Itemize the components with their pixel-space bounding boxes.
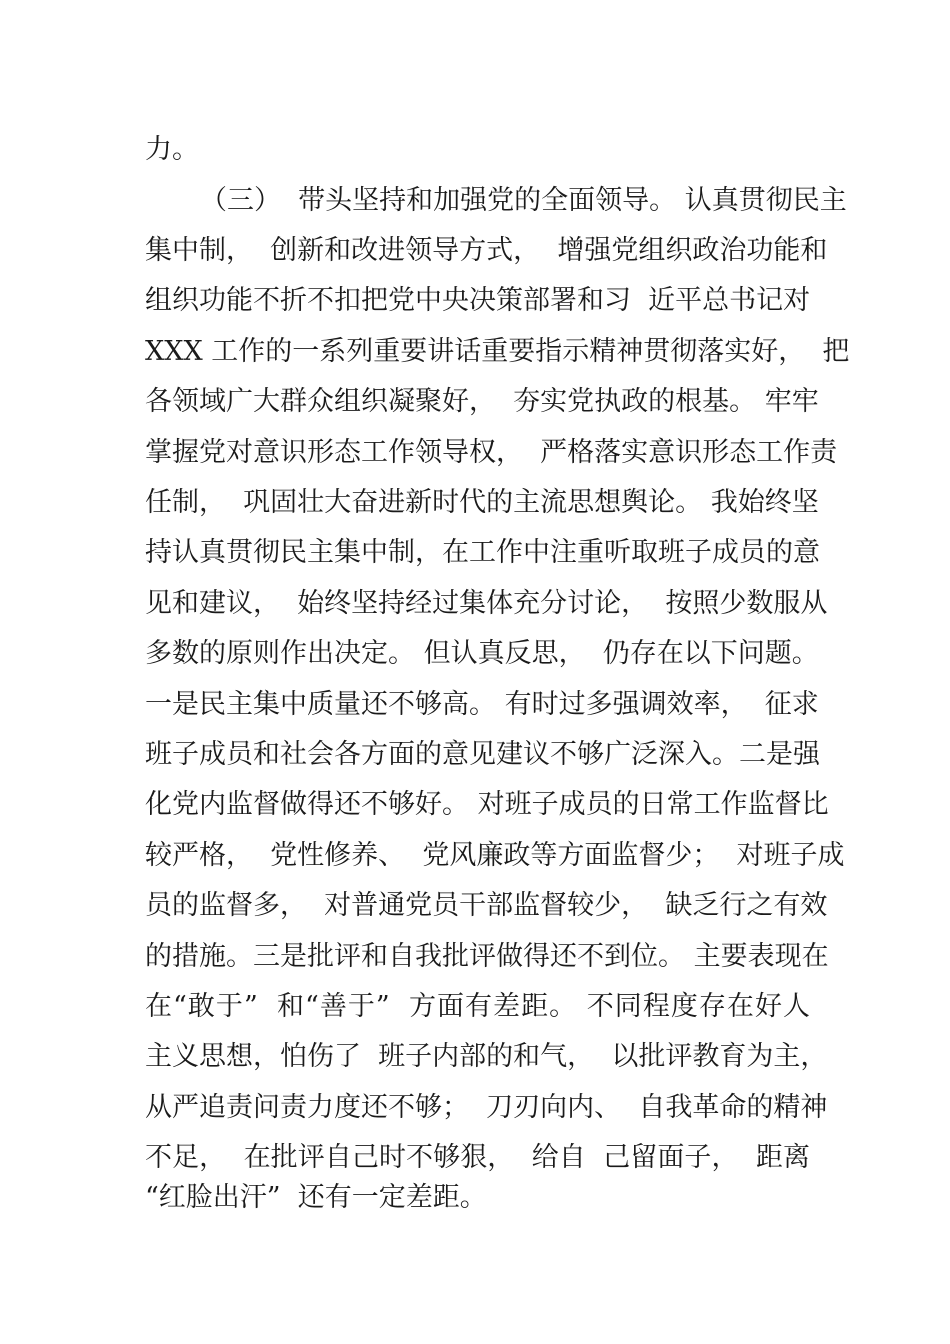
text-line: 多数的原则作出决定。 但认真反思， 仍存在以下问题。: [145, 638, 819, 669]
text-line: 掌握党对意识形态工作领导权， 严格落实意识形态工作责: [145, 437, 838, 468]
text-line: 不足， 在批评自己时不够狠， 给自 己留面子， 距离: [145, 1142, 810, 1173]
text-line: 员的监督多， 对普通党员干部监督较少， 缺乏行之有效: [145, 890, 828, 921]
text-line: 从严追责问责力度还不够； 刀刃向内、 自我革命的精神: [145, 1092, 828, 1123]
text-line: 持认真贯彻民主集中制，在工作中注重听取班子成员的意: [145, 537, 820, 568]
text-line: 的措施。三是批评和自我批评做得还不到位。 主要表现在: [145, 941, 829, 972]
text-line: XXX 工作的一系列重要讲话重要指示精神贯彻落实好， 把: [145, 336, 850, 367]
text-line: 任制， 巩固壮大奋进新时代的主流思想舆论。 我始终坚: [145, 487, 819, 518]
text-line: 一是民主集中质量还不够高。 有时过多强调效率， 征求: [145, 689, 819, 720]
text-line: 较严格， 党性修养、 党风廉政等方面监督少； 对班子成: [145, 840, 845, 871]
text-line: 各领域广大群众组织凝聚好， 夯实党执政的根基。 牢牢: [145, 386, 819, 417]
section-heading-line: （三） 带头坚持和加强党的全面领导。 认真贯彻民主: [200, 185, 847, 216]
text-line: 力。: [145, 134, 199, 165]
text-line: 化党内监督做得还不够好。 对班子成员的日常工作监督比: [145, 789, 829, 820]
text-line: 班子成员和社会各方面的意见建议不够广泛深入。二是强: [145, 739, 820, 770]
text-line: 在“敢于” 和“善于” 方面有差距。 不同程度存在好人: [145, 991, 810, 1022]
text-line: 见和建议， 始终坚持经过集体充分讨论， 按照少数服从: [145, 588, 828, 619]
text-line: 主义思想，怕伤了 班子内部的和气， 以批评教育为主，: [145, 1041, 828, 1072]
text-line: “红脸出汗” 还有一定差距。: [145, 1182, 487, 1213]
text-line: 集中制， 创新和改进领导方式， 增强党组织政治功能和: [145, 235, 828, 266]
text-line: 组织功能不折不扣把党中央决策部署和习 近平总书记对: [145, 285, 811, 316]
